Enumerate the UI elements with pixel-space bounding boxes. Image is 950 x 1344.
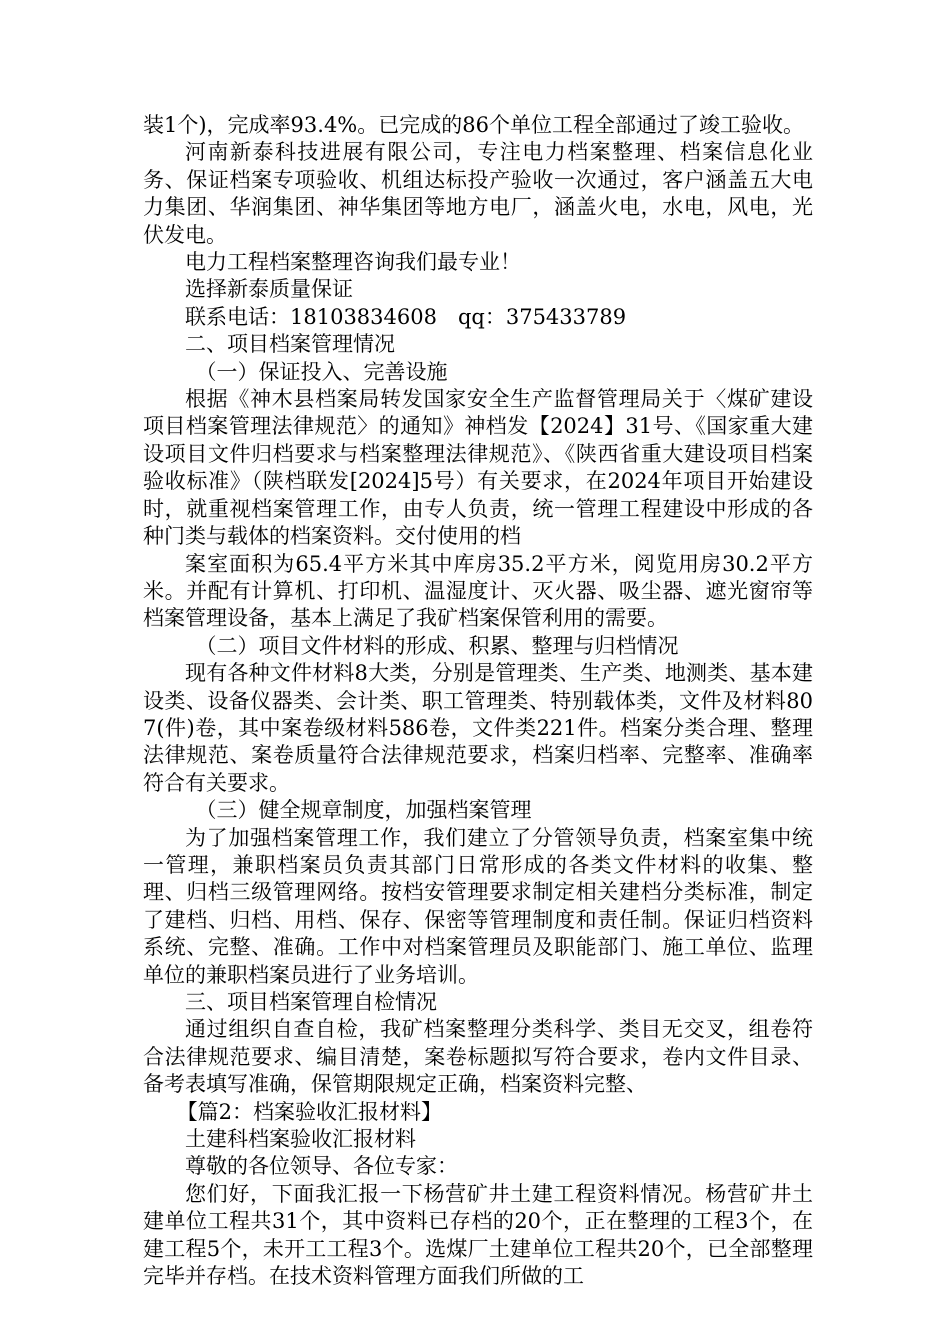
document-page [143, 112, 813, 1290]
paragraph-company-intro: 河南新泰科技进展有限公司，专注电力档案整理、档案信息化业务、保证档案专项验收、机组达标投产验收一次通过，客户涵盖五大电力集团、华润集团、神华集团等地方电厂，涵盖火电，水电，风电，光伏发电。 [143, 140, 813, 247]
salutation: 尊敬的各位领导、各位专家： [185, 1154, 458, 1179]
paragraph-regulations: 为了加强档案管理工作，我们建立了分管领导负责，档案室集中统一管理，兼职档案员负责其部门日常形成的各类文件材料的收集、整理、归档三级管理网络。按档安管理要求制定相关建档分类标准，制定了建档、归档、用档、保存、保密等管理制度和责任制。保证归档资料系统、完整、准确。工作中对档案管理员及职能部门、施工单位、监理单位的兼职档案员进行了业务培训。 [143, 825, 813, 987]
paragraph-basis: 根据《神木县档案局转发国家安全生产监督管理局关于〈煤矿建设项目档案管理法律规范〉的通知》神档发【2024】31号、《国家重大建设项目文件归档要求与档案整理法律规范》、《陕西省重大建设项目档案验收标准》（陕档联发[2024]5号）有关要求，在2024年项目开始建设时，就重视档案管理工作，由专人负责，统一管理工程建设中形成的各种门类与载体的档案资料。交付使用的档 [143, 387, 813, 549]
subsection-heading-2: （二）项目文件材料的形成、积累、整理与归档情况 [195, 633, 679, 658]
section-heading-2: 二、项目档案管理情况 [185, 332, 395, 357]
paragraph-self-check: 通过组织自查自检，我矿档案整理分类科学、类目无交叉，组卷符合法律规范要求、编目清楚，案卷标题拟写符合要求，卷内文件目录、备考表填写准确，保管期限规定正确，档案资料完整、 [143, 1017, 813, 1097]
article-heading: 【篇2：档案验收汇报材料】 [176, 1099, 442, 1124]
paragraph-archive-room: 案室面积为65.4平方米其中库房35.2平方米，阅览用房30.2平方米。并配有计算机、打印机、温湿度计、灭火器、吸尘器、遮光窗帘等档案管理设备，基本上满足了我矿档案保管利用的需要。 [143, 551, 813, 631]
paragraph-completion-rate: 装1个)，完成率93.4%。已完成的86个单位工程全部通过了竣工验收。 [143, 113, 804, 137]
subsection-heading-3: （三）健全规章制度，加强档案管理 [195, 798, 532, 823]
subsection-heading-1: （一）保证投入、完善设施 [195, 359, 448, 384]
paragraph-slogan: 电力工程档案整理咨询我们最专业！ [185, 250, 521, 275]
section-heading-3: 三、项目档案管理自检情况 [185, 990, 437, 1014]
paragraph-report-body: 您们好，下面我汇报一下杨营矿井土建工程资料情况。杨营矿井土建单位工程共31个，其中资料已存档的20个，正在整理的工程3个，在建工程5个，未开工工程3个。选煤厂土建单位工程共20个，已全部整理完毕并存档。在技术资料管理方面我们所做的工 [143, 1181, 813, 1289]
paragraph-contact: 联系电话：18103834608 qq：375433789 [185, 304, 627, 329]
report-title: 土建科档案验收汇报材料 [185, 1127, 416, 1152]
paragraph-quality: 选择新泰质量保证 [185, 277, 353, 302]
paragraph-materials: 现有各种文件材料8大类，分别是管理类、生产类、地测类、基本建设类、设备仪器类、会计类、职工管理类、特别载体类，文件及材料807(件)卷，其中案卷级材料586卷，文件类221件。档案分类合理、整理法律规范、案卷质量符合法律规范要求，档案归档率、完整率、准确率符合有关要求。 [143, 661, 813, 795]
